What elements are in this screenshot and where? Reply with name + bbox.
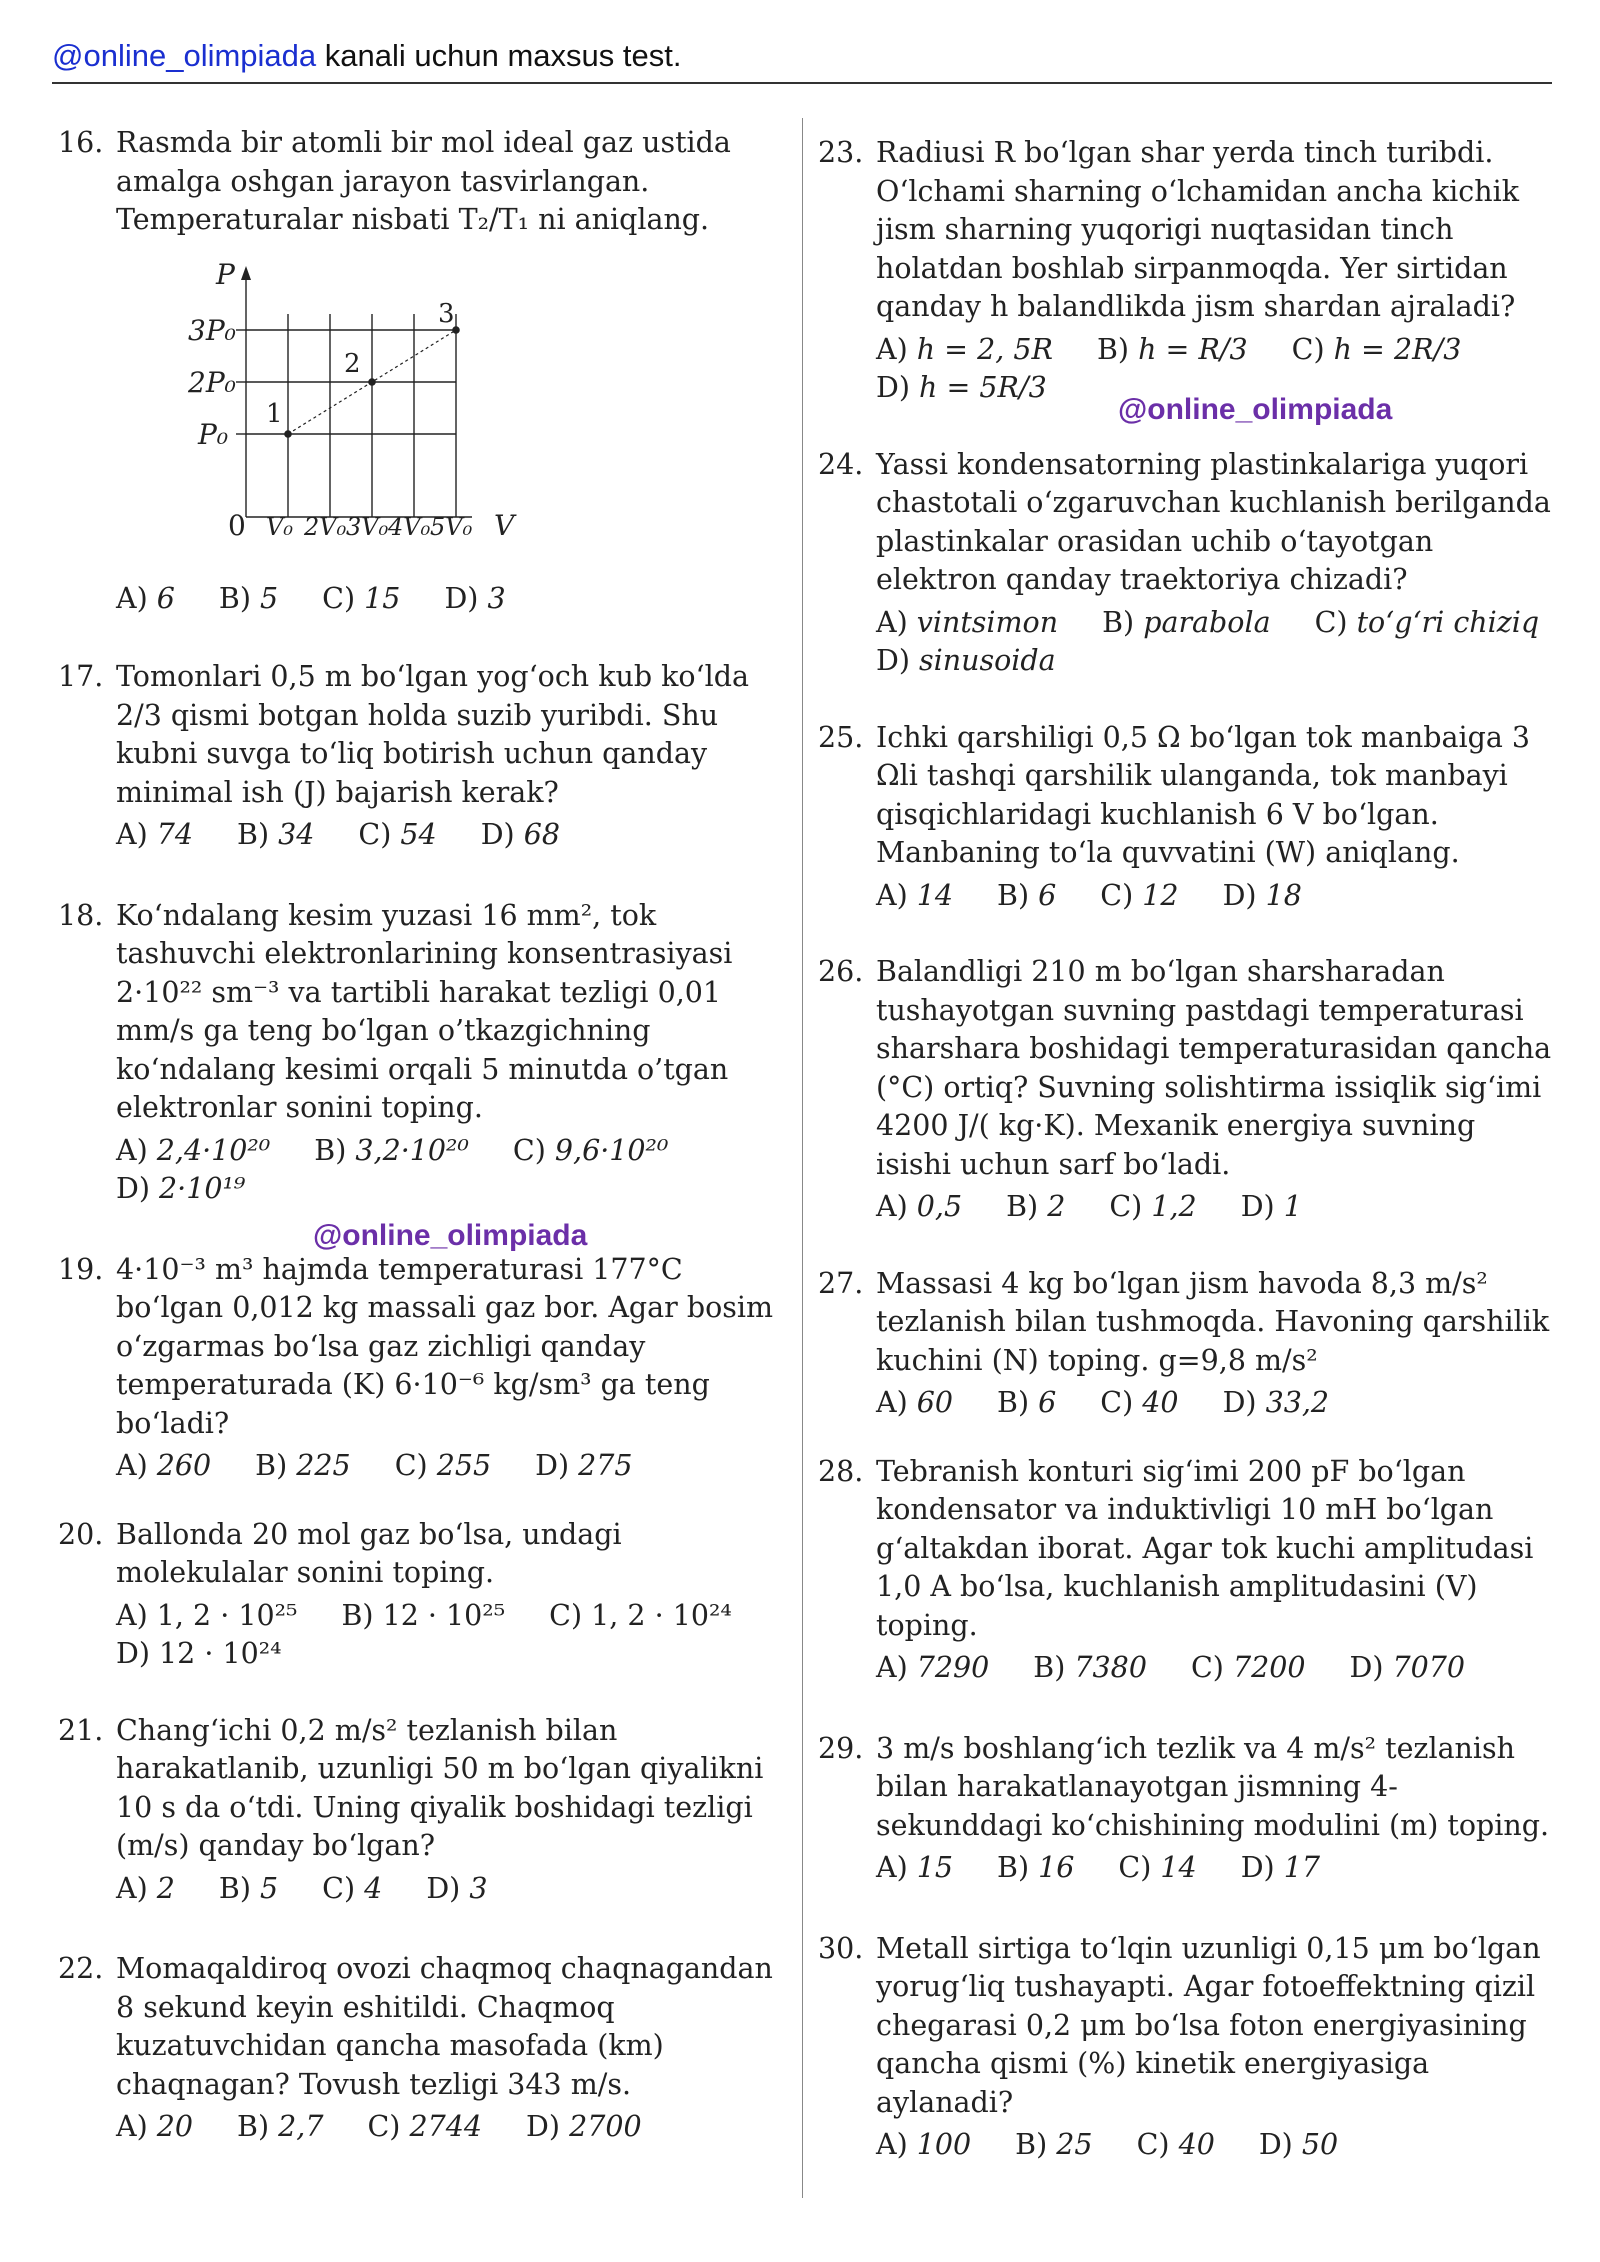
question-21: [58, 1712, 788, 1909]
option-b[interactable]: B) 5: [218, 581, 279, 615]
question-number: 21.: [58, 1713, 104, 1747]
question-number: 24.: [818, 447, 864, 481]
answer-options: [876, 2126, 1558, 2165]
option-a[interactable]: A) 15: [876, 1851, 954, 1884]
option-d[interactable]: D) 33,2: [1222, 1386, 1330, 1419]
question-22: [58, 1950, 788, 2147]
x-tick-4v0: 4V₀: [388, 512, 431, 541]
option-b[interactable]: B) 3,2·10²⁰: [314, 1133, 469, 1167]
option-a[interactable]: A) 100: [876, 2128, 972, 2161]
question-number: 17.: [58, 660, 104, 693]
option-a[interactable]: A) 7290: [876, 1651, 990, 1684]
option-d[interactable]: D) 17: [1240, 1851, 1320, 1884]
question-number: 26.: [818, 955, 864, 988]
option-c[interactable]: C) 12: [1100, 878, 1179, 912]
option-a[interactable]: A) 0,5: [876, 1190, 963, 1223]
question-text: Ko‘ndalang kesim yuzasi 16 mm², tok tashuvchi elektronlarining konsentrasiyasi 2·10²² sm⁻³ va tartibli harakat tezligi 0,01 mm/s ga teng bo‘lgan o’tkazgichning ko‘ndalang kesimi orqali 5 minutda o’tgan elektronlar sonini toping.: [116, 898, 733, 1124]
option-a[interactable]: A) 6: [116, 581, 175, 615]
answer-options: [116, 1597, 788, 1674]
header-text: kanali uchun maxsus test.: [316, 38, 682, 73]
point-label-1: 1: [266, 398, 283, 429]
pv-diagram: [116, 252, 596, 562]
question-text: Radiusi R bo‘lgan shar yerda tinch turibdi. O‘lchami sharning o‘lchamidan ancha kichik jism sharning yuqorigi nuqtasidan tinch holatdan boshlab sirpanmoqda. Yer sirtidan qanday h balandlikda jism shardan ajraladi?: [876, 136, 1520, 323]
question-number: 20.: [58, 1517, 104, 1551]
option-d[interactable]: D) h = 5R/3: [876, 371, 1047, 404]
question-text: Massasi 4 kg bo‘lgan jism havoda 8,3 m/s² tezlanish bilan tushmoqda. Havoning qarshilik kuchini (N) toping. g=9,8 m/s²: [876, 1266, 1550, 1377]
question-text: Metall sirtiga to‘lqin uzunligi 0,15 μm bo‘lgan yorug‘liq tushayapti. Agar fotoeffektning qizil chegarasi 0,2 μm bo‘lsa foton energiyasining qancha qismi (%) kinetik energiyasiga aylanadi?: [876, 1931, 1541, 2119]
question-17: [58, 658, 788, 855]
question-text: Momaqaldiroq ovozi chaqmoq chaqnagandan 8 sekund keyin eshitildi. Chaqmoq kuzatuvchidan qancha masofada (km) chaqnagan? Tovush tezligi 343 m/s.: [116, 1952, 773, 2101]
question-number: 29.: [818, 1731, 864, 1765]
option-d[interactable]: D) 1: [1240, 1190, 1302, 1223]
option-b[interactable]: B) 2: [1006, 1190, 1066, 1223]
question-28: [818, 1453, 1558, 1688]
option-b[interactable]: B) 7380: [1033, 1651, 1147, 1684]
option-a[interactable]: A) 2: [116, 1871, 175, 1905]
option-c[interactable]: C) 9,6·10²⁰: [512, 1133, 669, 1167]
question-30: [818, 1930, 1558, 2165]
y-tick-p0: P₀: [198, 417, 229, 451]
header-rule: [52, 82, 1552, 84]
option-d[interactable]: D) 68: [480, 818, 560, 851]
option-c[interactable]: C) 2744: [367, 2110, 483, 2143]
answer-options: [116, 816, 788, 855]
answer-options: [876, 1649, 1558, 1688]
y-axis-label: P: [216, 257, 235, 291]
question-text: Tebranish konturi sig‘imi 200 pF bo‘lgan kondensator va induktivligi 10 mH bo‘lgan g‘altakdan iborat. Agar tok kuchi amplitudasi 1,0 A bo‘lsa, kuchlanish amplitudasini (V) toping.: [876, 1454, 1534, 1642]
left-column: [58, 124, 788, 2147]
channel-link[interactable]: @online_olimpiada: [52, 38, 317, 73]
option-b[interactable]: B) 2,7: [237, 2110, 324, 2143]
question-number: 18.: [58, 898, 104, 932]
question-number: 23.: [818, 136, 864, 169]
question-23: [818, 134, 1558, 408]
option-b[interactable]: B) 12 · 10²⁵: [341, 1598, 506, 1632]
option-c[interactable]: C) 7200: [1190, 1651, 1306, 1684]
option-c[interactable]: C) 40: [1136, 2128, 1215, 2161]
question-text: Ballonda 20 mol gaz bo‘lsa, undagi molekulalar sonini toping.: [116, 1517, 622, 1589]
question-26: [818, 953, 1558, 1227]
option-d[interactable]: D) 2·10¹⁹: [116, 1172, 246, 1205]
answer-options: [876, 1849, 1558, 1888]
point-2: [368, 378, 376, 386]
option-d[interactable]: D) 12 · 10²⁴: [116, 1637, 282, 1670]
column-divider: [802, 118, 803, 2198]
question-number: 25.: [818, 720, 864, 754]
option-d[interactable]: D) sinusoida: [876, 644, 1056, 677]
option-d[interactable]: D) 50: [1258, 2128, 1339, 2161]
option-a[interactable]: A) 74: [116, 818, 194, 851]
option-c[interactable]: C) 4: [322, 1871, 383, 1905]
question-number: 16.: [58, 126, 104, 159]
question-text: 4·10⁻³ m³ hajmda temperaturasi 177°C bo‘lgan 0,012 kg massali gaz bor. Agar bosim o‘zgarmas bo‘lsa gaz zichligi qanday temperaturada (K) 6·10⁻⁶ kg/sm³ ga teng bo‘ladi?: [116, 1252, 773, 1440]
page-header: [52, 38, 681, 74]
option-d[interactable]: D) 2700: [526, 2110, 642, 2143]
answer-options: [876, 604, 1558, 681]
question-number: 27.: [818, 1266, 864, 1300]
option-b[interactable]: B) 6: [997, 1386, 1057, 1419]
option-a[interactable]: A) 60: [876, 1386, 954, 1419]
option-a[interactable]: A) 2,4·10²⁰: [116, 1133, 271, 1167]
answer-options: [876, 877, 1558, 916]
question-number: 30.: [818, 1931, 864, 1965]
question-16: [58, 124, 788, 618]
option-b[interactable]: B) 6: [997, 878, 1057, 912]
option-d[interactable]: D) 275: [535, 1449, 633, 1482]
option-c[interactable]: C) h = 2R/3: [1291, 332, 1462, 366]
option-b[interactable]: B) h = R/3: [1096, 332, 1248, 366]
option-b[interactable]: B) 25: [1015, 2128, 1093, 2161]
option-b[interactable]: B) 5: [218, 1871, 279, 1905]
option-b[interactable]: B) parabola: [1102, 605, 1271, 639]
x-tick-3v0: 3V₀: [346, 512, 389, 541]
watermark: @online_olimpiada: [313, 1219, 588, 1252]
x-tick-2v0: 2V₀: [304, 512, 347, 541]
option-b[interactable]: B) 225: [255, 1449, 351, 1482]
option-a[interactable]: A) 260: [116, 1449, 212, 1482]
option-a[interactable]: A) 14: [876, 878, 954, 912]
y-tick-2p0: 2P₀: [188, 365, 236, 399]
question-19: [58, 1251, 788, 1486]
option-c[interactable]: C) 1, 2 · 10²⁴: [549, 1598, 732, 1632]
option-d[interactable]: D) 18: [1222, 878, 1302, 912]
answer-options: [876, 1188, 1558, 1227]
option-a[interactable]: A) 20: [116, 2110, 194, 2143]
origin-label: 0: [228, 508, 246, 542]
option-b[interactable]: B) 16: [997, 1851, 1075, 1884]
question-number: 19.: [58, 1252, 104, 1286]
option-d[interactable]: D) 7070: [1349, 1651, 1466, 1684]
option-c[interactable]: C) 40: [1100, 1386, 1179, 1419]
option-a[interactable]: A) 1, 2 · 10²⁵: [116, 1598, 298, 1632]
option-d[interactable]: D) 3: [426, 1871, 488, 1905]
point-label-2: 2: [344, 348, 361, 379]
right-column: [818, 134, 1558, 2165]
point-1: [284, 430, 292, 438]
question-20: [58, 1516, 788, 1674]
option-c[interactable]: C) 54: [358, 818, 437, 851]
answer-options: [116, 1870, 788, 1909]
question-24: [818, 446, 1558, 681]
question-text: Yassi kondensatorning plastinkalariga yuqori chastotali o‘zgaruvchan kuchlanish berilganda plastinkalar orasidan uchib o‘tayotgan elektron qanday traektoriya chizadi?: [876, 447, 1551, 596]
question-text: Chang‘ichi 0,2 m/s² tezlanish bilan harakatlanib, uzunligi 50 m bo‘lgan qiyalikni 10 s da o‘tdi. Uning qiyalik boshidagi tezligi (m/s) qanday bo‘lgan?: [116, 1713, 764, 1862]
option-c[interactable]: C) 15: [322, 581, 401, 615]
answer-options: [116, 1132, 788, 1209]
question-29: [818, 1730, 1558, 1888]
question-text: Rasmda bir atomli bir mol ideal gaz ustida amalga oshgan jarayon tasvirlangan. Temperaturalar nisbati T₂/T₁ ni aniqlang.: [116, 126, 731, 236]
question-25: [818, 719, 1558, 916]
answer-options: [116, 2108, 788, 2147]
x-axis-label: V: [494, 508, 515, 542]
question-text: Tomonlari 0,5 m bo‘lgan yog‘och kub ko‘lda 2/3 qismi botgan holda suzib yuribdi. Shu kubni suvga to‘liq botirish uchun qanday minimal ish (J) bajarish kerak?: [116, 660, 749, 809]
option-d[interactable]: D) 3: [444, 581, 506, 615]
x-tick-v0: V₀: [266, 512, 293, 541]
question-text: 3 m/s boshlang‘ich tezlik va 4 m/s² tezlanish bilan harakatlanayotgan jismning 4-sekunddagi ko‘chishining modulini (m) toping.: [876, 1731, 1550, 1842]
question-text: Balandligi 210 m bo‘lgan sharsharadan tushayotgan suvning pastdagi temperaturasi sharshara boshidagi temperaturasidan qancha (°C) ortiq? Suvning solishtirma issiqlik sig‘imi 4200 J/( kg·K). Mexanik energiya suvning isishi uchun sarf bo‘ladi.: [876, 955, 1552, 1181]
y-arrow-icon: [241, 266, 251, 280]
answer-options: [116, 580, 788, 619]
answer-options: [876, 1384, 1558, 1423]
question-27: [818, 1265, 1558, 1423]
option-c[interactable]: C) to‘g‘ri chiziq: [1314, 605, 1540, 639]
option-a[interactable]: A) h = 2, 5R: [876, 332, 1053, 366]
option-c[interactable]: C) 14: [1118, 1851, 1197, 1884]
answer-options: [116, 1447, 788, 1486]
question-text: Ichki qarshiligi 0,5 Ω bo‘lgan tok manbaiga 3 Ωli tashqi qarshilik ulanganda, tok manbayi qisqichlaridagi kuchlanish 6 V bo‘lgan. Manbaning to‘la quvvatini (W) aniqlang.: [876, 720, 1531, 869]
option-a[interactable]: A) vintsimon: [876, 605, 1059, 639]
point-label-3: 3: [438, 298, 455, 329]
option-c[interactable]: C) 1,2: [1109, 1190, 1197, 1223]
option-c[interactable]: C) 255: [394, 1449, 492, 1482]
question-18: [58, 897, 788, 1209]
y-tick-3p0: 3P₀: [188, 313, 236, 347]
watermark: @online_olimpiada: [1118, 393, 1393, 426]
x-tick-5v0: 5V₀: [430, 512, 473, 541]
question-number: 22.: [58, 1952, 104, 1985]
option-b[interactable]: B) 34: [237, 818, 315, 851]
question-number: 28.: [818, 1454, 864, 1488]
